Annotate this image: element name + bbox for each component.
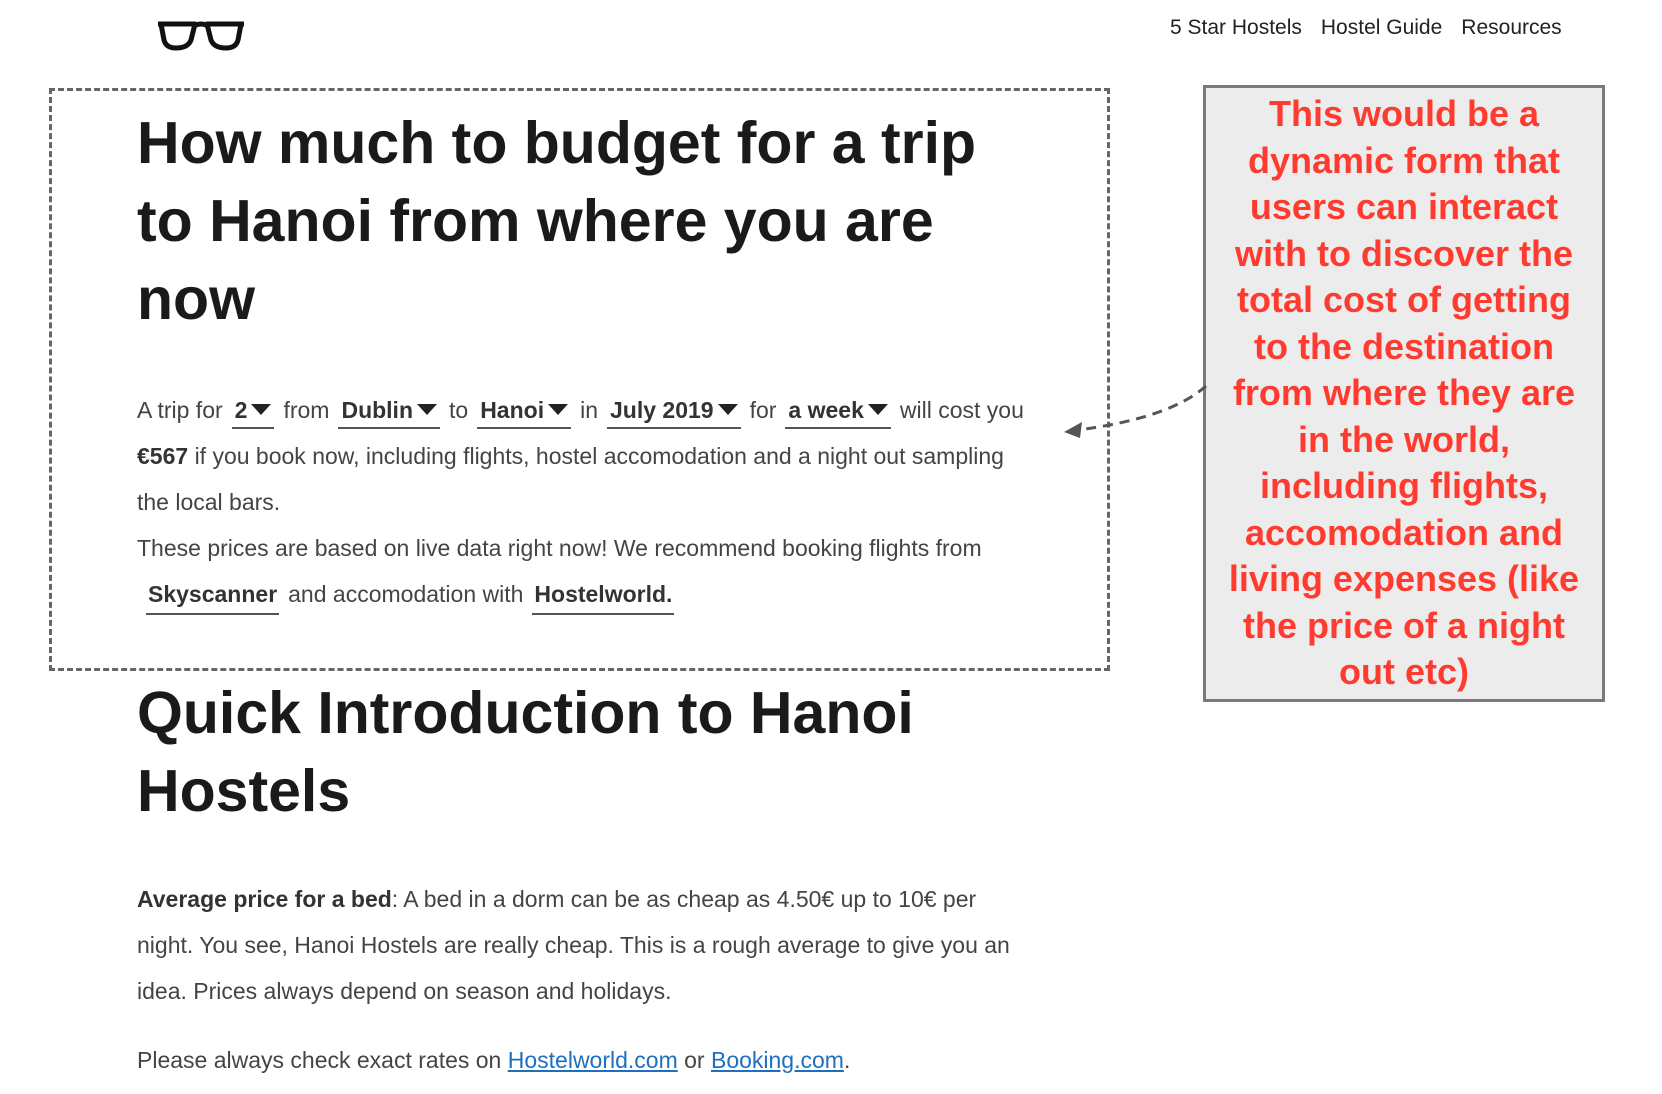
duration-dropdown[interactable] [785,393,890,429]
chevron-down-icon [548,404,568,415]
hostelworld-link[interactable]: Hostelworld.com [507,1047,678,1073]
date-value: July 2019 [609,397,714,423]
annotation-arrow [1060,380,1210,450]
chevron-down-icon [251,404,271,415]
trip-text-4: in [580,397,598,423]
nav-hostel-guide[interactable]: Hostel Guide [1320,16,1443,39]
booking-link[interactable]: Booking.com [710,1047,844,1073]
duration-value: a week [788,397,864,423]
destination-dropdown[interactable] [477,393,571,429]
trip-text-7: if you book now, including flights, hostel accomodation and a night out sampling the local bars. [137,443,1004,515]
origin-dropdown[interactable] [338,393,440,429]
trip-cost-value: €567 [137,443,189,469]
glasses-icon[interactable] [156,18,246,52]
origin-value: Dublin [341,397,413,423]
annotation-note [1203,85,1605,702]
trip-cost-sentence [137,387,1037,525]
trip-text-1: A trip for [137,397,223,423]
destination-value: Hanoi [480,397,545,423]
trip-text-3: to [449,397,469,423]
chevron-down-icon [417,404,437,415]
prices-text-1: These prices are based on live data right now! We recommend booking flights from [137,535,982,561]
trip-text-5: for [749,397,777,423]
prices-text-2: and accomodation with [288,581,524,607]
average-price-text: : A bed in a dorm can be as cheap as 4.50€ up to 10€ per night. You see, Hanoi Hostels are really cheap. This is a rough average to give you an idea. Prices always depend on season and holidays. [137,886,1010,1004]
average-price-label: Average price for a bed [137,886,392,912]
top-nav [1170,16,1562,40]
hostelworld-provider-link[interactable]: Hostelworld. [532,575,674,615]
or-text: or [684,1047,705,1073]
trip-text-2: from [283,397,330,423]
average-price-paragraph [137,876,1037,1014]
date-dropdown[interactable] [607,393,741,429]
travellers-dropdown[interactable] [232,393,275,429]
nav-resources[interactable]: Resources [1461,16,1562,39]
nav-5-star-hostels[interactable]: 5 Star Hostels [1170,16,1302,39]
budget-title: How much to budget for a trip to Hanoi from where you are now [137,110,977,332]
skyscanner-link[interactable]: Skyscanner [146,575,279,615]
live-prices-sentence [137,525,1037,617]
travellers-value: 2 [234,397,248,423]
check-rates-paragraph [137,1037,1037,1083]
chevron-down-icon [718,404,738,415]
annotation-text: This would be a dynamic form that users can interact with to discover the total cost of getting to the destination from where they are in the world, including flights, accomodation and living expenses (like the price of a night out etc) [1228,93,1580,693]
period-text: . [843,1047,851,1073]
trip-text-6: will cost you [899,397,1024,423]
check-rates-text: Please always check exact rates on [137,1047,502,1073]
intro-title: Quick Introduction to Hanoi Hostels [137,680,914,824]
chevron-down-icon [868,404,888,415]
